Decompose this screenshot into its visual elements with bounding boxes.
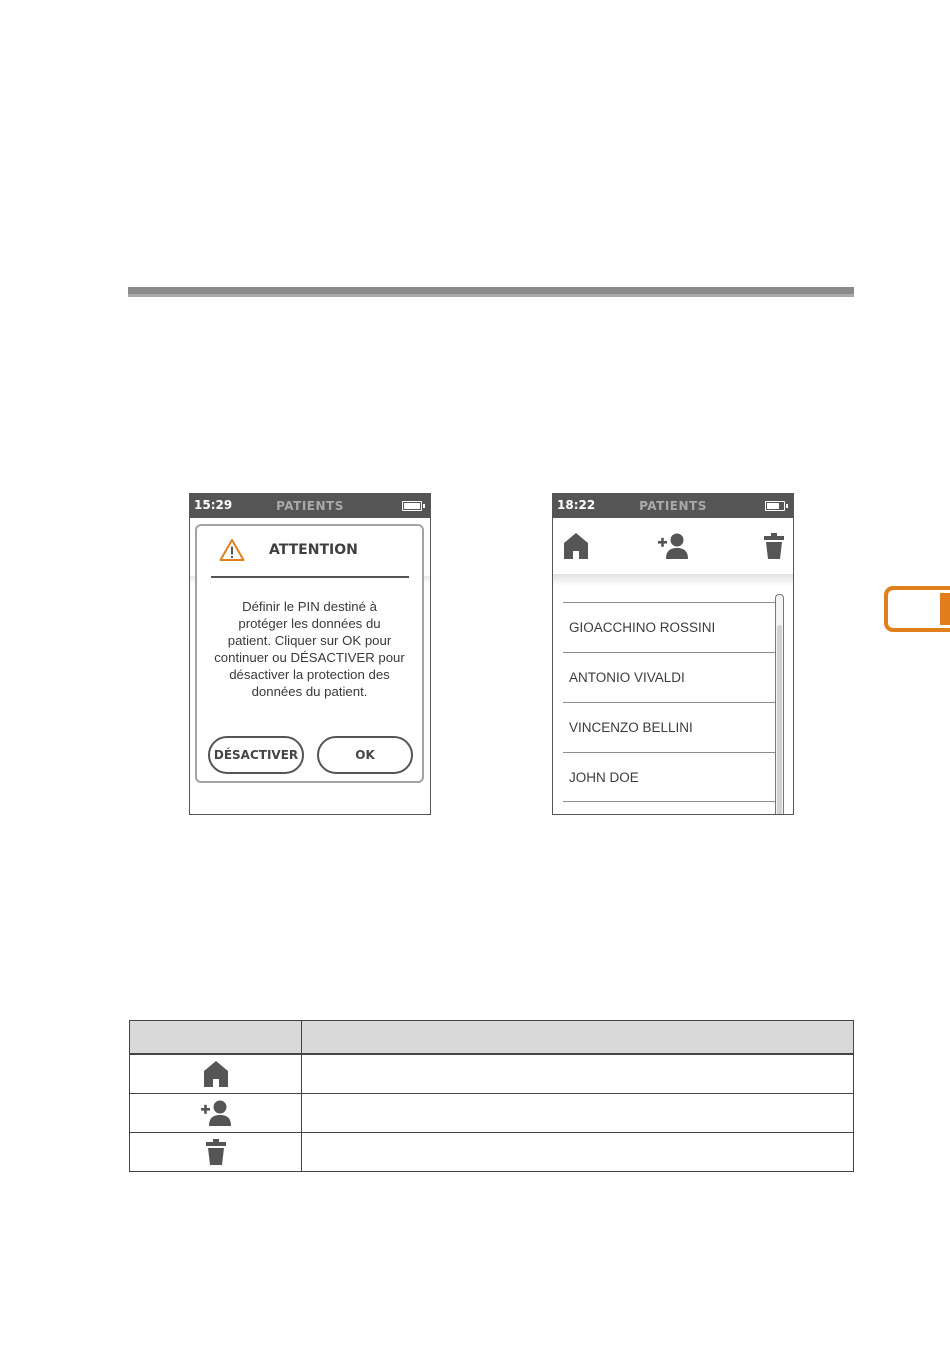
table-header-row <box>130 1021 854 1055</box>
list-item[interactable]: ANTONIO VIVALDI <box>563 652 775 702</box>
home-icon[interactable] <box>563 532 589 560</box>
battery-icon <box>402 501 422 511</box>
message-line: désactiver la protection des <box>229 667 390 682</box>
attention-dialog <box>195 524 424 783</box>
icon-legend-table <box>129 1020 854 1172</box>
trash-icon[interactable] <box>763 532 785 560</box>
status-title: PATIENTS <box>276 499 344 513</box>
table-cell-description <box>302 1094 854 1133</box>
message-line: données du patient. <box>251 684 368 699</box>
status-bar <box>553 494 793 518</box>
scroll-thumb[interactable] <box>777 625 782 815</box>
status-time: 15:29 <box>194 498 233 512</box>
deactivate-button[interactable]: DÉSACTIVER <box>208 736 304 774</box>
table-row <box>130 1133 854 1172</box>
dialog-message <box>203 598 416 700</box>
dialog-title: ATTENTION <box>269 542 358 558</box>
table-cell-icon <box>130 1094 302 1133</box>
table-header-icon <box>130 1021 302 1055</box>
dialog-divider <box>211 576 409 578</box>
table-cell-description <box>302 1054 854 1094</box>
warning-triangle-icon <box>219 538 245 562</box>
message-line: protéger les données du <box>238 616 381 631</box>
table-cell-icon <box>130 1054 302 1094</box>
message-line: Définir le PIN destiné à <box>242 599 377 614</box>
section-rule <box>128 287 854 297</box>
table-cell-icon <box>130 1133 302 1172</box>
status-time: 18:22 <box>557 498 596 512</box>
patient-list <box>563 602 775 802</box>
device-screen-patient-list <box>552 493 794 815</box>
add-user-icon[interactable] <box>657 532 689 560</box>
message-line: patient. Cliquer sur OK pour <box>227 633 392 648</box>
status-bar <box>190 494 430 518</box>
list-item[interactable]: JOHN DOE <box>563 752 775 802</box>
table-cell-description <box>302 1133 854 1172</box>
scrollbar[interactable] <box>775 594 784 815</box>
chapter-tab <box>884 586 950 632</box>
message-line: continuer ou DÉSACTIVER pour <box>214 650 405 665</box>
add-user-icon <box>200 1099 232 1127</box>
status-title: PATIENTS <box>639 499 707 513</box>
toolbar <box>553 518 793 574</box>
battery-icon <box>765 501 785 511</box>
toolbar-shadow <box>553 574 793 586</box>
battery-fill <box>767 503 779 509</box>
trash-icon <box>205 1138 227 1166</box>
table-header-description <box>302 1021 854 1055</box>
battery-fill <box>404 503 420 509</box>
home-icon <box>203 1060 229 1088</box>
table-row <box>130 1094 854 1133</box>
list-item[interactable]: VINCENZO BELLINI <box>563 702 775 752</box>
table-row <box>130 1054 854 1094</box>
ok-button[interactable]: OK <box>317 736 413 774</box>
list-item[interactable]: GIOACCHINO ROSSINI <box>563 602 775 652</box>
device-screen-pin-dialog <box>189 493 431 815</box>
